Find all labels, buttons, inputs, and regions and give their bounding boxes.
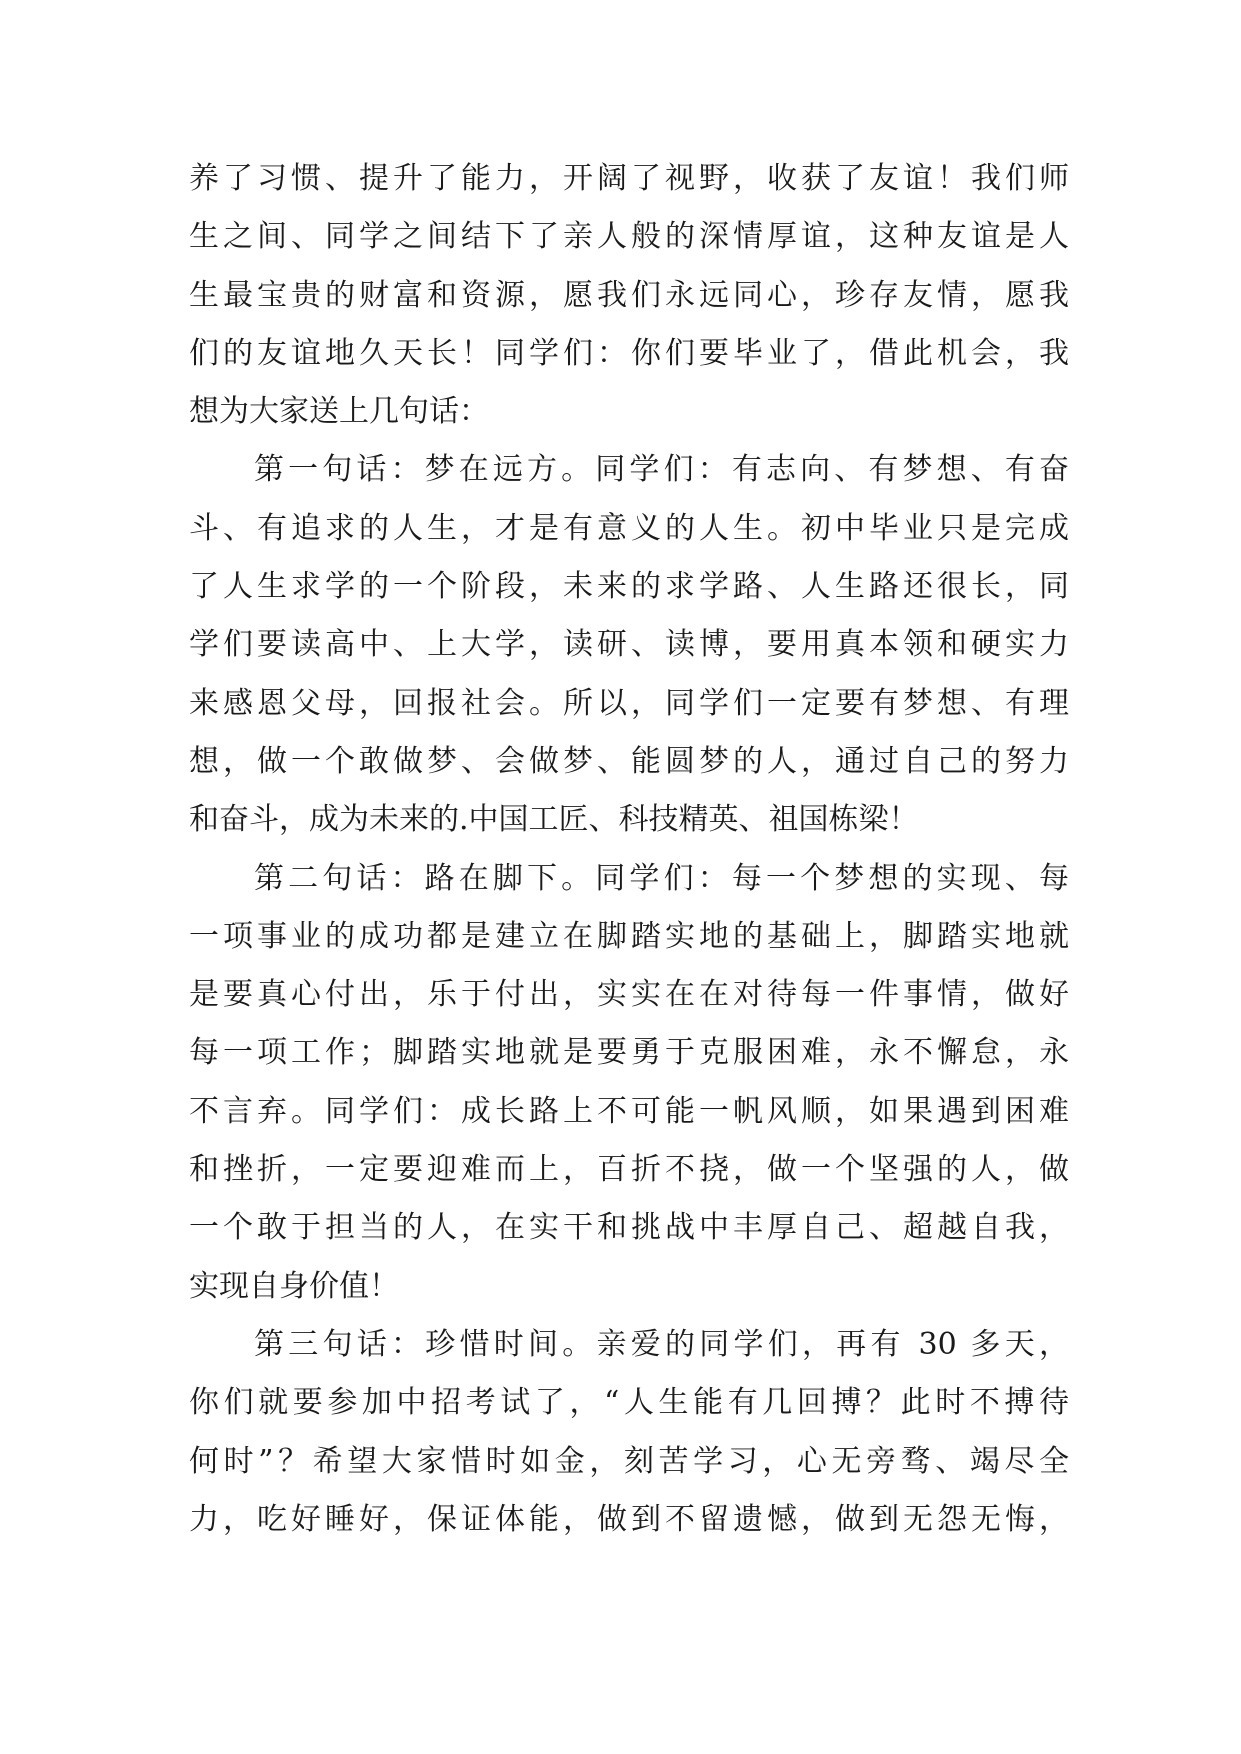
text-line: 和挫折，一定要迎难而上，百折不挠，做一个坚强的人，做: [189, 1152, 1069, 1188]
text-line: 来感恩父母，回报社会。所以，同学们一定要有梦想、有理: [189, 685, 1069, 721]
text-line: 生最宝贵的财富和资源，愿我们永远同心，珍存友情，愿我: [189, 277, 1069, 313]
text-line: 想，做一个敢做梦、会做梦、能圆梦的人，通过自己的努力: [189, 743, 1069, 779]
text-line: 想为大家送上几句话：: [189, 394, 489, 430]
text-line: 不言弃。同学们：成长路上不可能一帆风顺，如果遇到困难: [189, 1093, 1069, 1129]
text-line: 你们就要参加中招考试了，“人生能有几回搏？此时不搏待: [189, 1385, 1069, 1421]
text-line: 养了习惯、提升了能力，开阔了视野，收获了友谊！我们师: [189, 161, 1069, 196]
text-line: 第三句话：珍惜时间。亲爱的同学们，再有 30 多天，: [254, 1326, 1069, 1362]
text-line: 何时”？希望大家惜时如金，刻苦学习，心无旁骛、竭尽全: [189, 1443, 1069, 1479]
text-line: 斗、有追求的人生，才是有意义的人生。初中毕业只是完成: [189, 510, 1069, 546]
body-text: [189, 150, 1069, 1549]
text-line: 和奋斗，成为未来的.中国工匠、科技精英、祖国栋梁！: [189, 802, 919, 838]
text-line: 第一句话：梦在远方。同学们：有志向、有梦想、有奋: [254, 452, 1069, 488]
text-line: 们的友谊地久天长！同学们：你们要毕业了，借此机会，我: [189, 335, 1069, 371]
text-line: 每一项工作；脚踏实地就是要勇于克服困难，永不懈怠，永: [189, 1035, 1069, 1071]
text-line: 力，吃好睡好，保证体能，做到不留遗憾，做到无怨无悔，: [189, 1501, 1069, 1537]
text-line: 生之间、同学之间结下了亲人般的深情厚谊，这种友谊是人: [189, 219, 1069, 255]
text-line: 一项事业的成功都是建立在脚踏实地的基础上，脚踏实地就: [189, 918, 1069, 954]
text-line: 是要真心付出，乐于付出，实实在在对待每一件事情，做好: [189, 977, 1069, 1013]
text-line: 了人生求学的一个阶段，未来的求学路、人生路还很长，同: [189, 569, 1069, 605]
text-line: 一个敢于担当的人，在实干和挑战中丰厚自己、超越自我，: [189, 1210, 1069, 1246]
text-line: 实现自身价值！: [189, 1268, 399, 1304]
text-line: 学们要读高中、上大学，读研、读博，要用真本领和硬实力: [189, 627, 1069, 663]
text-line: 第二句话：路在脚下。同学们：每一个梦想的实现、每: [254, 860, 1069, 896]
